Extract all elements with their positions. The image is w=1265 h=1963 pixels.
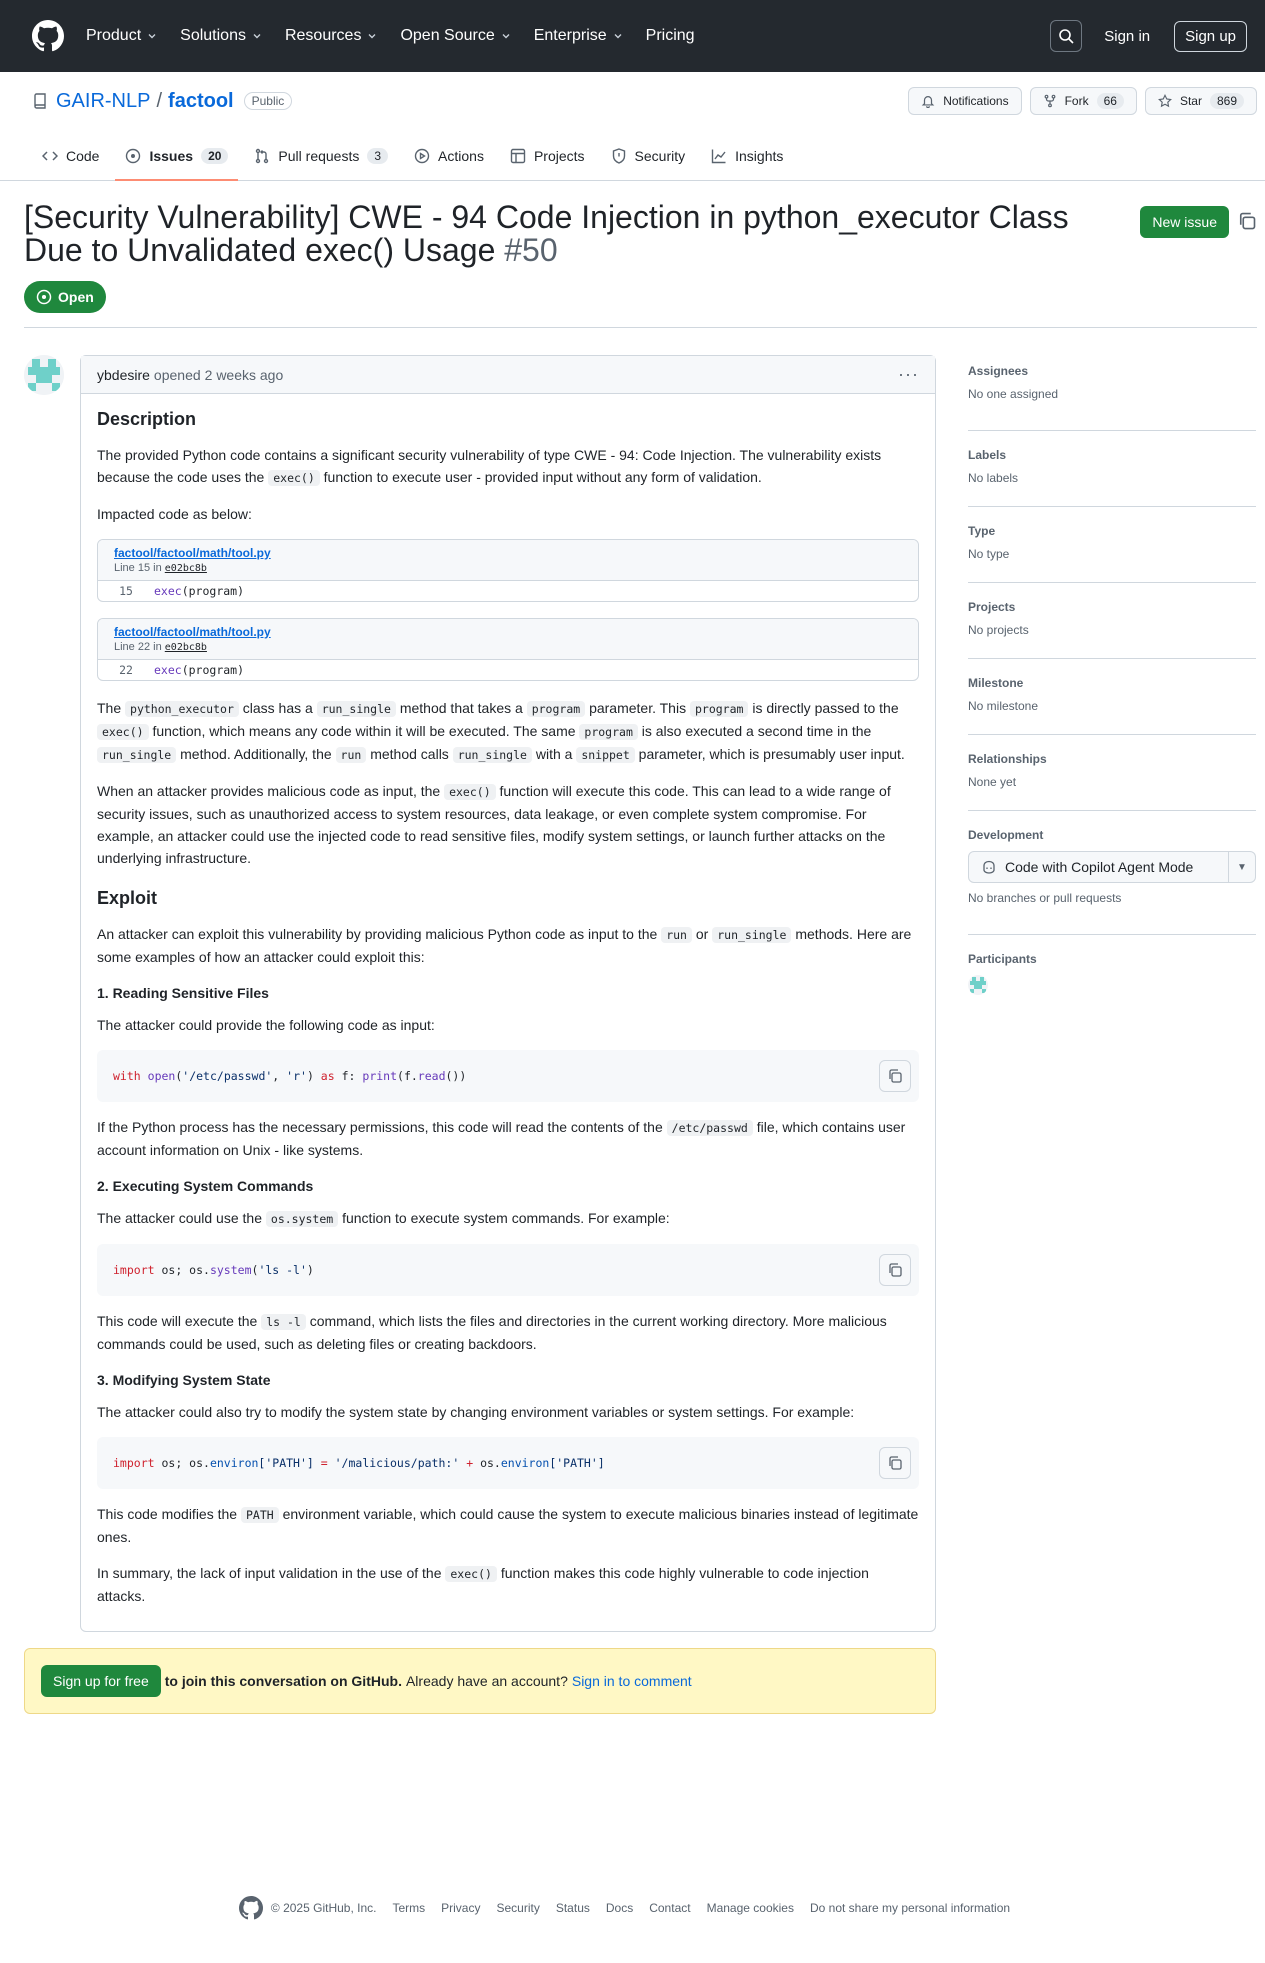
repo-actions (900, 87, 1257, 115)
tab-label: Issues (149, 148, 194, 164)
nav-resources[interactable] (285, 27, 378, 45)
copy-icon (887, 1262, 903, 1278)
copilot-label: Code with Copilot Agent Mode (1005, 859, 1194, 875)
header-actions (1050, 20, 1247, 52)
paragraph (97, 1503, 919, 1548)
inline-code: run_single (317, 701, 396, 717)
code-token: open (147, 1069, 176, 1083)
nav-pricing[interactable] (646, 27, 695, 45)
copilot-icon (981, 859, 997, 875)
text: If the Python process has the necessary permissions, this code will read the contents of the (97, 1119, 663, 1135)
copy-icon (887, 1068, 903, 1084)
tab-code[interactable] (32, 132, 109, 180)
star-icon (1158, 94, 1172, 108)
paragraph (97, 697, 919, 766)
inline-code: /etc/passwd (667, 1120, 753, 1136)
sidebar-title: Projects (968, 600, 1016, 614)
repo-icon (32, 93, 48, 109)
repo-tabs (32, 132, 1257, 180)
sign-up-button[interactable]: Sign up (1174, 21, 1247, 52)
code-token: with (113, 1069, 141, 1083)
repo-owner-link[interactable]: GAIR-NLP (56, 89, 151, 112)
footer-copyright: © 2025 GitHub, Inc. (270, 1901, 377, 1915)
sidebar-value: No labels (968, 471, 1019, 485)
text: This code will execute the (97, 1313, 258, 1329)
code-token: environ (209, 1456, 259, 1470)
repo-separator: / (156, 89, 163, 112)
permalink-line-info (114, 640, 902, 655)
text: method. Additionally, the (180, 746, 332, 762)
permalink-code-line (98, 660, 918, 680)
copy-code-button[interactable] (879, 1447, 911, 1479)
code-permalink (97, 539, 919, 602)
triangle-down-icon: ▼ (1236, 861, 1247, 873)
issue-body-comment (80, 355, 936, 1632)
heading-description: Description (97, 409, 197, 429)
heading-exploit: Exploit (97, 888, 158, 908)
code-line: with open('/etc/passwd', 'r') as f: print(f.read()) (113, 1069, 467, 1083)
comment-opened-label: opened (153, 366, 201, 383)
inline-code: python_executor (125, 701, 239, 717)
inline-code: ls -l (261, 1314, 306, 1330)
code-token: 'r' (286, 1069, 307, 1083)
star-count: 869 (1210, 93, 1244, 109)
issue-state-label: Open (58, 289, 94, 305)
text: The (97, 700, 122, 716)
paragraph: The attacker could provide the following code as input: (97, 1017, 435, 1033)
commit-sha-link[interactable]: e02bc8b (164, 642, 207, 653)
copy-code-button[interactable] (879, 1060, 911, 1092)
permalink-code-line (98, 581, 918, 601)
text: function to execute system commands. For example: (342, 1210, 670, 1226)
code-line (113, 1259, 314, 1281)
sidebar-assignees (968, 355, 1256, 431)
issue-opened-icon (125, 148, 141, 164)
fork-icon (1043, 94, 1057, 108)
notifications-label: Notifications (943, 94, 1009, 108)
chevron-down-icon (146, 30, 158, 42)
issue-title (24, 201, 1114, 267)
inline-code: run (336, 747, 367, 763)
footer-link-contact[interactable]: Contact (649, 1901, 691, 1915)
code-block (97, 1050, 919, 1102)
chevron-down-icon (500, 30, 512, 42)
copy-code-button[interactable] (879, 1254, 911, 1286)
text: parameter. This (589, 700, 687, 716)
chevron-down-icon (612, 30, 624, 42)
sidebar-title: Participants (968, 952, 1037, 966)
repo-title (32, 88, 1257, 114)
text: with a (535, 746, 573, 762)
text: function will execute this code. This can lead to a wide range of security issues, such as unauthorized access to system resources, data leakage, or even complete system compromise. For example, an attacker could use the injected code to read sensitive files, modify system settings, or launch further attacks on the underlying infrastructure. (97, 783, 891, 866)
fork-count: 66 (1097, 93, 1124, 109)
search-icon (1058, 28, 1074, 44)
search-button[interactable] (1050, 20, 1082, 52)
sidebar-title: Milestone (968, 676, 1024, 690)
comment-header (81, 356, 935, 394)
code-token: ['PATH'] (258, 1456, 314, 1470)
code-token: environ (500, 1456, 550, 1470)
heading-system-state: 3. Modifying System State (97, 1372, 271, 1388)
text: This code modifies the (97, 1506, 238, 1522)
comment-timestamp[interactable]: 2 weeks ago (204, 366, 284, 383)
code-token: as (320, 1069, 335, 1083)
new-issue-button[interactable]: New issue (1140, 206, 1229, 238)
text: file, which contains user account information on Unix - like systems. (97, 1119, 906, 1158)
inline-code: program (690, 701, 748, 717)
heading-system-commands: 2. Executing System Commands (97, 1178, 314, 1194)
inline-code: PATH (241, 1507, 279, 1523)
code-token: exec (154, 584, 182, 598)
sidebar-value: No branches or pull requests (968, 891, 1122, 905)
text: command, which lists the files and directories in the current working directory. More malicious commands could be used, such as deleting files or creating backdoors. (97, 1313, 887, 1352)
code-token: exec (154, 663, 182, 677)
text: In summary, the lack of input validation in the use of the (97, 1565, 442, 1581)
sidebar-value: No one assigned (968, 387, 1059, 401)
participant-avatar[interactable] (968, 975, 988, 995)
line-number: 15 (119, 584, 133, 598)
text: function, which means any code within it will be executed. The same (152, 723, 576, 739)
code-token: 'ls -l' (258, 1263, 307, 1277)
code-line (113, 1452, 605, 1474)
issues-count: 20 (201, 148, 228, 164)
pull-requests-count: 3 (367, 148, 388, 164)
comment-body (81, 394, 935, 1631)
code-token: read (417, 1069, 446, 1083)
identicon-icon (968, 975, 988, 995)
repo-header (0, 72, 1265, 181)
join-bold-text: to join this conversation on GitHub. (164, 1673, 402, 1689)
footer-link-manage-cookies[interactable]: Manage cookies (706, 1901, 794, 1915)
text: When an attacker provides malicious code as input, the (97, 783, 441, 799)
inline-code: program (579, 724, 637, 740)
sidebar-labels (968, 431, 1256, 507)
text: The provided Python code contains a significant security vulnerability of type CWE - 94: Code Injection. The vulnerability exists because the code uses the (97, 447, 882, 485)
text: Line 15 in (114, 562, 162, 574)
author-avatar[interactable] (24, 355, 64, 395)
code-token: os; os. (161, 1263, 210, 1277)
permalink-header (98, 619, 918, 660)
notifications-button[interactable] (908, 87, 1021, 115)
pull-request-icon (254, 148, 270, 164)
issue-state-badge (24, 281, 106, 313)
nav-enterprise[interactable] (534, 27, 624, 45)
join-conversation-banner (24, 1648, 936, 1714)
code-block (97, 1437, 919, 1489)
top-nav (86, 27, 717, 45)
tab-issues[interactable] (115, 132, 238, 180)
chevron-down-icon (251, 30, 263, 42)
inline-code: exec() (268, 470, 320, 486)
sidebar-title: Assignees (968, 364, 1029, 378)
repo-name-link[interactable]: factool (168, 89, 234, 112)
paragraph (97, 1562, 919, 1607)
permalink-file-link[interactable]: factool/factool/math/tool.py (114, 546, 271, 560)
inline-code: exec() (445, 1566, 497, 1582)
nav-product[interactable] (86, 27, 158, 45)
paragraph (97, 1207, 919, 1230)
nav-label: Open Source (400, 27, 495, 44)
sign-up-free-button[interactable]: Sign up for free (41, 1665, 161, 1697)
text: method that takes a (399, 700, 523, 716)
text: function makes this code highly vulnerable to code injection attacks. (97, 1565, 869, 1604)
paragraph (97, 444, 919, 489)
copilot-split-button (968, 851, 1256, 883)
issue-sidebar (968, 355, 1256, 1714)
sidebar-type (968, 507, 1256, 583)
fork-button[interactable] (1030, 87, 1137, 115)
graph-icon (711, 148, 727, 164)
paragraph (97, 780, 919, 869)
tab-label: Security (634, 148, 686, 164)
code-token: ()) (445, 1069, 467, 1083)
text: parameter, which is presumably user input. (638, 746, 905, 762)
text: The attacker could use the (97, 1210, 262, 1226)
line-number: 22 (119, 663, 133, 677)
text: function to execute user - provided input without any form of validation. (323, 469, 762, 485)
heading-reading-files: 1. Reading Sensitive Files (97, 985, 269, 1001)
inline-code: os.system (266, 1211, 338, 1227)
text: class has a (242, 700, 313, 716)
code-token: import (113, 1263, 155, 1277)
github-logo-icon[interactable] (239, 1896, 263, 1920)
text: methods. Here are some examples of how an attacker could exploit this: (97, 926, 912, 965)
tab-label: Projects (533, 148, 585, 164)
star-label: Star (1179, 94, 1202, 108)
inline-code: run_single (712, 927, 791, 943)
tab-pull-requests[interactable] (244, 132, 398, 180)
code-with-copilot-button[interactable] (968, 851, 1229, 883)
code-token: '/etc/passwd' (182, 1069, 273, 1083)
permalink-line-info (114, 561, 902, 576)
tab-projects[interactable] (500, 132, 595, 180)
sidebar-value: No type (968, 547, 1010, 561)
code-token: os; os. (161, 1456, 210, 1470)
nav-label: Product (86, 27, 142, 44)
tab-actions[interactable] (404, 132, 494, 180)
tab-label: Pull requests (278, 148, 360, 164)
footer-link-status[interactable]: Status (555, 1901, 590, 1915)
github-logo-icon[interactable] (32, 20, 64, 52)
code-block (97, 1244, 919, 1296)
inline-code: exec() (97, 724, 149, 740)
sidebar-milestone (968, 659, 1256, 735)
site-footer (0, 1896, 1265, 1920)
sign-in-link[interactable]: Sign in (1104, 27, 1151, 45)
sidebar-value: No projects (968, 623, 1029, 637)
paragraph: Impacted code as below: (97, 506, 252, 522)
inline-code: run (661, 927, 692, 943)
chevron-down-icon (366, 30, 378, 42)
code-token: (program) (181, 663, 245, 677)
inline-code: run_single (453, 747, 532, 763)
code-token: = (320, 1456, 328, 1470)
code-token: + (466, 1456, 474, 1470)
table-icon (510, 148, 526, 164)
code-token: (f. (397, 1069, 418, 1083)
footer-link-security[interactable]: Security (496, 1901, 540, 1915)
footer-link-do-not-share[interactable]: Do not share my personal information (809, 1901, 1011, 1915)
sidebar-title: Relationships (968, 752, 1047, 766)
text: An attacker can exploit this vulnerability by providing malicious Python code as input to the (97, 926, 658, 942)
nav-label: Solutions (180, 27, 246, 44)
nav-open-source[interactable] (400, 27, 511, 45)
sidebar-title: Type (968, 524, 996, 538)
issue-title-text: [Security Vulnerability] CWE - 94 Code Injection in python_executor Class Due to Unvalidated exec() Usage (24, 199, 1069, 268)
fork-label: Fork (1064, 94, 1089, 108)
tab-security[interactable] (601, 132, 696, 180)
code-icon (42, 148, 58, 164)
join-text: Already have an account? (405, 1673, 568, 1689)
bell-icon (921, 94, 935, 108)
comment-author-link[interactable]: ybdesire (97, 366, 150, 383)
paragraph (97, 1310, 919, 1355)
code-token: ( (251, 1263, 259, 1277)
inline-code: run_single (97, 747, 176, 763)
visibility-badge: Public (244, 92, 293, 110)
footer-link-privacy[interactable]: Privacy (441, 1901, 481, 1915)
sidebar-relationships (968, 735, 1256, 811)
code-token: import (113, 1456, 155, 1470)
copy-icon (887, 1455, 903, 1471)
footer-link-docs[interactable]: Docs (605, 1901, 634, 1915)
issue-header (0, 181, 1265, 313)
identicon-icon (24, 355, 64, 395)
tab-label: Actions (438, 148, 484, 164)
footer-link-terms[interactable]: Terms (392, 1901, 426, 1915)
kebab-menu-icon[interactable]: ··· (898, 364, 919, 384)
sidebar-title: Development (968, 828, 1044, 842)
paragraph: The attacker could also try to modify the system state by changing environment variables or system settings. For example: (97, 1404, 855, 1420)
sidebar-participants (968, 935, 1256, 1011)
sidebar-value: No milestone (968, 699, 1039, 713)
text: or (695, 926, 709, 942)
text: Line 22 in (114, 641, 162, 653)
global-header (0, 0, 1265, 72)
sidebar-value: None yet (968, 775, 1017, 789)
star-button[interactable] (1145, 87, 1257, 115)
code-token: print (362, 1069, 398, 1083)
issue-main (24, 355, 936, 1714)
sign-in-to-comment-link[interactable]: Sign in to comment (571, 1673, 692, 1689)
sidebar-projects (968, 583, 1256, 659)
text: is directly passed to the (752, 700, 899, 716)
permalink-header (98, 540, 918, 581)
code-permalink (97, 618, 919, 681)
nav-solutions[interactable] (180, 27, 263, 45)
code-token: '/malicious/path:' (334, 1456, 460, 1470)
paragraph (97, 923, 919, 968)
code-token: os. (480, 1456, 501, 1470)
tab-label: Insights (735, 148, 784, 164)
code-token: system (209, 1263, 252, 1277)
text: environment variable, which could cause the system to execute malicious binaries instead of legitimate ones. (97, 1506, 919, 1545)
issue-opened-icon (36, 289, 52, 305)
code-token: ) (306, 1263, 314, 1277)
text: method calls (370, 746, 449, 762)
tab-insights[interactable] (701, 132, 793, 180)
code-token: ['PATH'] (549, 1456, 605, 1470)
paragraph (97, 1116, 919, 1161)
inline-code: snippet (576, 747, 634, 763)
nav-label: Resources (284, 27, 362, 44)
code-token: f: (341, 1069, 356, 1083)
copy-icon[interactable] (1237, 211, 1257, 231)
text: is also executed a second time in the (641, 723, 872, 739)
issue-number: #50 (504, 232, 558, 268)
inline-code: program (527, 701, 585, 717)
inline-code: exec() (444, 784, 496, 800)
code-token: (program) (181, 584, 245, 598)
nav-label: Enterprise (533, 27, 607, 44)
issue-layout (0, 328, 1265, 1714)
nav-label: Pricing (645, 27, 695, 44)
shield-icon (611, 148, 627, 164)
copilot-dropdown-button[interactable] (1229, 851, 1256, 883)
play-icon (414, 148, 430, 164)
permalink-file-link[interactable]: factool/factool/math/tool.py (114, 625, 271, 639)
commit-sha-link[interactable]: e02bc8b (164, 563, 207, 574)
tab-label: Code (66, 148, 100, 164)
sidebar-title: Labels (968, 448, 1007, 462)
sidebar-development (968, 811, 1256, 935)
